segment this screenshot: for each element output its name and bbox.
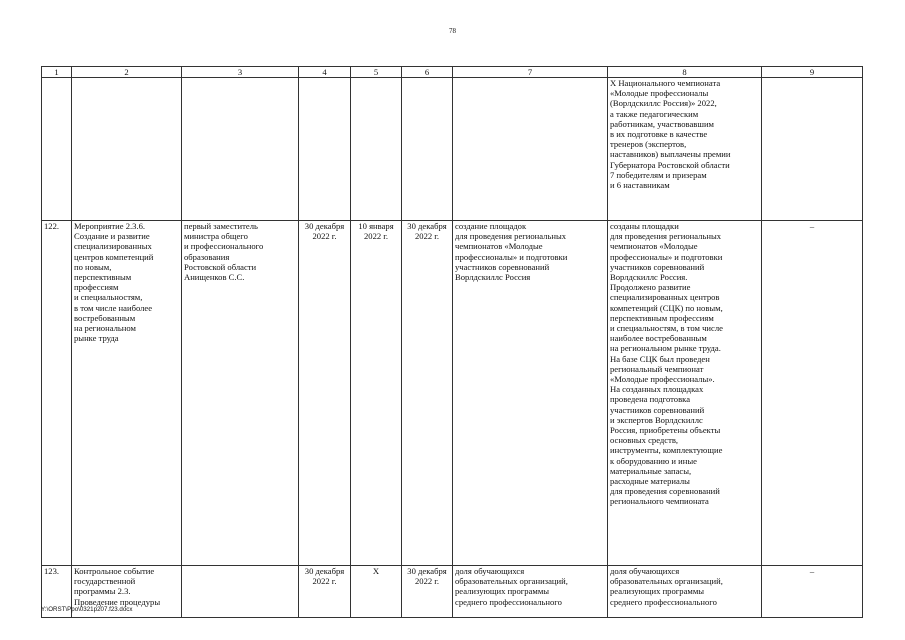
- continuation-result-cell: X Национального чемпионата «Молодые профессионалы (Ворлдскиллс Россия)» 2022, а также педагогическим работникам, участвовавшим в их подготовке в качестве тренеров (экспертов, наставников) выплачены премии Губернатора Ростовской области 7 победителям и призерам и 6 наставникам: [608, 78, 762, 221]
- expected-result-cell: создание площадок для проведения региональных чемпионатов «Молодые профессионалы» и подготовки участников соревнований Ворлдскиллс Россия: [453, 221, 608, 566]
- column-number: 3: [182, 67, 299, 78]
- actual-result-cell: доля обучающихся образовательных организаций, реализующих программы среднего профессионального: [608, 566, 762, 618]
- event-name-cell: Контрольное событие государственной программы 2.3. Проведение процедуры: [72, 566, 182, 618]
- column-number: 4: [299, 67, 351, 78]
- column-number: 1: [42, 67, 72, 78]
- note-cell: –: [762, 221, 863, 566]
- responsible-cell: [182, 566, 299, 618]
- end-date-cell: 30 декабря 2022 г.: [402, 221, 453, 566]
- end-date-cell: 30 декабря 2022 г.: [402, 566, 453, 618]
- column-number: 8: [608, 67, 762, 78]
- column-number: 5: [351, 67, 402, 78]
- table-row: [42, 221, 863, 566]
- table-cell: [402, 78, 453, 221]
- column-number: 6: [402, 67, 453, 78]
- planned-date-cell: 30 декабря 2022 г.: [299, 566, 351, 618]
- table-cell: [72, 78, 182, 221]
- document-file-path: Y:\ORST\Ppo\0321p207.f23.docx: [41, 606, 133, 613]
- start-date-cell: 10 января 2022 г.: [351, 221, 402, 566]
- page-number: 78: [449, 27, 456, 35]
- table-row: [42, 566, 863, 618]
- start-date-cell: Х: [351, 566, 402, 618]
- table-cell: [182, 78, 299, 221]
- expected-result-cell: доля обучающихся образовательных организаций, реализующих программы среднего профессионального: [453, 566, 608, 618]
- column-number: 2: [72, 67, 182, 78]
- actual-result-cell: созданы площадки для проведения региональных чемпионатов «Молодые профессионалы» и подготовки участников соревнований Ворлдскиллс Россия. Продолжено развитие специализированных центров компетенций (СЦК) по новым, перспективным профессиям и специальностям, в том числе наиболее востребованным на региональном рынке труда. На базе СЦК был проведен региональный чемпионат «Молодые профессионалы». На созданных площадках проведена подготовка участников соревнований и экспертов Ворлдскиллс Россия, приобретены объекты основных средств, инструменты, комплектующие к оборудованию и иные материальные запасы, расходные материалы для проведения соревнований регионального чемпионата: [608, 221, 762, 566]
- note-cell: –: [762, 566, 863, 618]
- table-cell: [762, 78, 863, 221]
- table-cell: [299, 78, 351, 221]
- table-cell: [453, 78, 608, 221]
- row-number: 122.: [42, 221, 72, 566]
- event-name-cell: Мероприятие 2.3.6. Создание и развитие специализированных центров компетенций по новым, перспективным профессиям и специальностям, в том числе наиболее востребованным на региональном рынке труда: [72, 221, 182, 566]
- continuation-row: [42, 78, 863, 221]
- planned-date-cell: 30 декабря 2022 г.: [299, 221, 351, 566]
- table-cell: [351, 78, 402, 221]
- column-number: 9: [762, 67, 863, 78]
- row-number: 123.: [42, 566, 72, 618]
- table-cell: [42, 78, 72, 221]
- responsible-cell: первый заместитель министра общего и профессионального образования Ростовской области Анищенков С.С.: [182, 221, 299, 566]
- column-number: 7: [453, 67, 608, 78]
- report-table: [41, 66, 863, 618]
- column-number-row: [42, 67, 863, 78]
